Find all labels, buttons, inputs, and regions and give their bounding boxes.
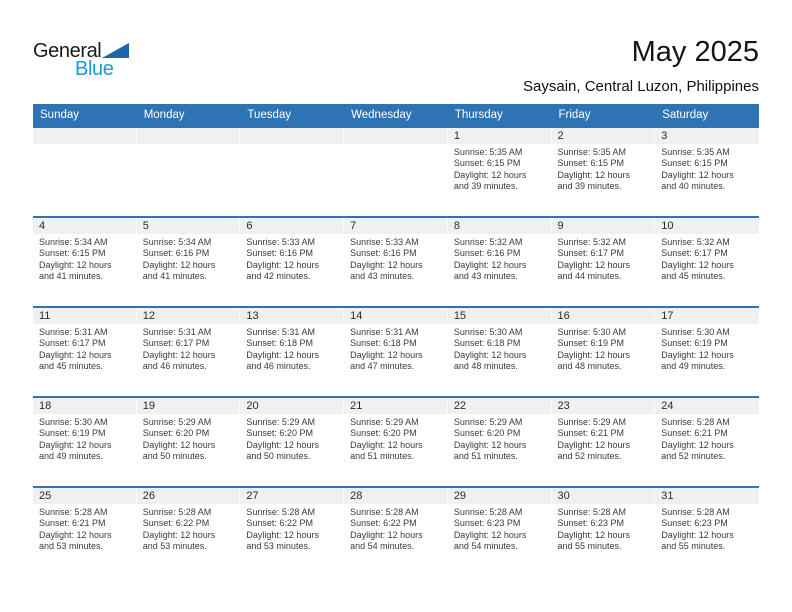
week-row — [33, 306, 759, 396]
day-cell-empty — [33, 128, 137, 216]
day-number — [240, 128, 344, 144]
day-number: 13 — [240, 308, 344, 324]
day-details — [344, 324, 448, 373]
detail-line: Sunrise: 5:30 AM — [39, 417, 108, 427]
detail-line: Daylight: 12 hours and 52 minutes. — [661, 439, 734, 462]
detail-line: Sunset: 6:18 PM — [350, 338, 417, 349]
detail-line: Daylight: 12 hours and 55 minutes. — [557, 529, 631, 552]
day-cell-28 — [344, 488, 448, 576]
day-cell-31 — [655, 488, 759, 576]
day-number: 10 — [655, 218, 759, 234]
day-cell-23 — [552, 398, 656, 486]
day-details — [137, 504, 241, 553]
detail-line: Daylight: 12 hours and 53 minutes. — [246, 529, 319, 552]
day-cell-30 — [552, 488, 656, 576]
detail-line: Daylight: 12 hours and 51 minutes. — [453, 439, 527, 462]
weekday-header-tuesday: Tuesday — [247, 109, 292, 121]
day-number: 11 — [33, 308, 137, 324]
day-number: 5 — [137, 218, 241, 234]
detail-line: Sunset: 6:22 PM — [246, 518, 313, 529]
day-number: 31 — [655, 488, 759, 504]
calendar-grid — [33, 126, 759, 576]
detail-line: Daylight: 12 hours and 54 minutes. — [453, 529, 527, 552]
detail-line: Sunset: 6:16 PM — [453, 248, 521, 259]
detail-line: Sunset: 6:15 PM — [453, 158, 521, 169]
day-cell-9 — [552, 218, 656, 306]
day-details — [33, 414, 137, 463]
detail-line: Sunset: 6:20 PM — [453, 428, 521, 439]
day-number: 25 — [33, 488, 137, 504]
detail-line: Daylight: 12 hours and 43 minutes. — [453, 259, 527, 282]
day-number: 16 — [552, 308, 656, 324]
day-details — [240, 414, 344, 463]
detail-line: Sunset: 6:16 PM — [350, 248, 417, 259]
detail-line: Daylight: 12 hours and 54 minutes. — [350, 529, 423, 552]
day-number: 2 — [552, 128, 656, 144]
day-details — [448, 144, 552, 193]
day-number: 30 — [552, 488, 656, 504]
day-number: 7 — [344, 218, 448, 234]
day-number: 24 — [655, 398, 759, 414]
weekday-header-thursday: Thursday — [454, 109, 503, 121]
day-details — [448, 324, 552, 373]
detail-line: Sunrise: 5:28 AM — [246, 507, 315, 517]
detail-line: Sunrise: 5:28 AM — [661, 507, 730, 517]
day-cell-10 — [655, 218, 759, 306]
detail-line: Sunset: 6:21 PM — [661, 428, 728, 439]
detail-line: Sunset: 6:21 PM — [39, 518, 106, 529]
day-cell-6 — [240, 218, 344, 306]
detail-line: Sunrise: 5:29 AM — [350, 417, 419, 427]
day-cell-4 — [33, 218, 137, 306]
day-number: 28 — [344, 488, 448, 504]
detail-line: Sunset: 6:17 PM — [661, 248, 728, 259]
detail-line: Daylight: 12 hours and 46 minutes. — [142, 349, 216, 372]
day-number: 20 — [240, 398, 344, 414]
day-number: 9 — [552, 218, 656, 234]
day-cell-24 — [655, 398, 759, 486]
detail-line: Sunset: 6:20 PM — [350, 428, 417, 439]
day-cell-26 — [137, 488, 241, 576]
detail-line: Sunset: 6:23 PM — [661, 518, 728, 529]
detail-line: Sunrise: 5:34 AM — [142, 237, 212, 247]
detail-line: Sunset: 6:17 PM — [557, 248, 625, 259]
day-number: 21 — [344, 398, 448, 414]
logo-text-blue: Blue — [75, 58, 114, 80]
detail-line: Sunset: 6:23 PM — [557, 518, 625, 529]
logo-triangle-icon — [102, 43, 129, 58]
detail-line: Daylight: 12 hours and 44 minutes. — [557, 259, 631, 282]
detail-line: Sunrise: 5:29 AM — [557, 417, 627, 427]
day-cell-13 — [240, 308, 344, 396]
detail-line: Sunset: 6:22 PM — [350, 518, 417, 529]
detail-line: Daylight: 12 hours and 41 minutes. — [39, 259, 112, 282]
day-cell-19 — [137, 398, 241, 486]
day-number: 19 — [137, 398, 241, 414]
day-cell-17 — [655, 308, 759, 396]
detail-line: Sunrise: 5:31 AM — [142, 327, 212, 337]
detail-line: Sunset: 6:20 PM — [142, 428, 210, 439]
day-number: 4 — [33, 218, 137, 234]
detail-line: Daylight: 12 hours and 39 minutes. — [557, 169, 631, 192]
detail-line: Daylight: 12 hours and 52 minutes. — [557, 439, 631, 462]
day-number: 23 — [552, 398, 656, 414]
detail-line: Daylight: 12 hours and 49 minutes. — [39, 439, 112, 462]
detail-line: Sunrise: 5:35 AM — [557, 147, 627, 157]
detail-line: Sunset: 6:19 PM — [557, 338, 625, 349]
detail-line: Daylight: 12 hours and 47 minutes. — [350, 349, 423, 372]
detail-line: Sunrise: 5:35 AM — [661, 147, 730, 157]
day-details — [552, 234, 656, 283]
detail-line: Daylight: 12 hours and 53 minutes. — [142, 529, 216, 552]
day-number: 27 — [240, 488, 344, 504]
location-subtitle: Saysain, Central Luzon, Philippines — [523, 78, 759, 95]
detail-line: Sunset: 6:18 PM — [453, 338, 521, 349]
detail-line: Sunrise: 5:33 AM — [246, 237, 315, 247]
detail-line: Daylight: 12 hours and 48 minutes. — [453, 349, 527, 372]
day-cell-11 — [33, 308, 137, 396]
day-details — [655, 234, 759, 283]
detail-line: Sunrise: 5:35 AM — [453, 147, 523, 157]
detail-line: Sunset: 6:19 PM — [661, 338, 728, 349]
day-details — [137, 324, 241, 373]
logo-text-general: General — [33, 40, 102, 62]
detail-line: Daylight: 12 hours and 40 minutes. — [661, 169, 734, 192]
day-cell-15 — [448, 308, 552, 396]
detail-line: Sunrise: 5:31 AM — [246, 327, 315, 337]
detail-line: Daylight: 12 hours and 46 minutes. — [246, 349, 319, 372]
day-details — [552, 504, 656, 553]
day-cell-20 — [240, 398, 344, 486]
detail-line: Sunrise: 5:28 AM — [453, 507, 523, 517]
day-number: 22 — [448, 398, 552, 414]
day-details — [655, 504, 759, 553]
day-number: 3 — [655, 128, 759, 144]
week-row — [33, 126, 759, 216]
day-details — [137, 414, 241, 463]
week-row — [33, 396, 759, 486]
detail-line: Sunrise: 5:31 AM — [350, 327, 419, 337]
day-details — [33, 234, 137, 283]
day-details — [137, 234, 241, 283]
detail-line: Sunset: 6:16 PM — [246, 248, 313, 259]
day-details — [552, 414, 656, 463]
detail-line: Daylight: 12 hours and 51 minutes. — [350, 439, 423, 462]
detail-line: Daylight: 12 hours and 39 minutes. — [453, 169, 527, 192]
detail-line: Sunrise: 5:28 AM — [557, 507, 627, 517]
day-cell-7 — [344, 218, 448, 306]
detail-line: Daylight: 12 hours and 50 minutes. — [246, 439, 319, 462]
day-number — [33, 128, 137, 144]
detail-line: Daylight: 12 hours and 43 minutes. — [350, 259, 423, 282]
day-cell-12 — [137, 308, 241, 396]
day-cell-22 — [448, 398, 552, 486]
detail-line: Daylight: 12 hours and 55 minutes. — [661, 529, 734, 552]
day-details — [344, 234, 448, 283]
day-cell-21 — [344, 398, 448, 486]
detail-line: Sunrise: 5:32 AM — [661, 237, 730, 247]
day-details — [448, 414, 552, 463]
day-details — [344, 414, 448, 463]
day-details — [448, 504, 552, 553]
weekday-header-row — [33, 104, 759, 126]
detail-line: Sunset: 6:19 PM — [39, 428, 106, 439]
day-cell-8 — [448, 218, 552, 306]
detail-line: Sunrise: 5:31 AM — [39, 327, 108, 337]
day-cell-2 — [552, 128, 656, 216]
day-details — [655, 324, 759, 373]
day-cell-27 — [240, 488, 344, 576]
detail-line: Sunset: 6:18 PM — [246, 338, 313, 349]
detail-line: Daylight: 12 hours and 41 minutes. — [142, 259, 216, 282]
day-details — [655, 414, 759, 463]
calendar-table — [33, 104, 759, 576]
detail-line: Sunset: 6:20 PM — [246, 428, 313, 439]
day-details — [33, 504, 137, 553]
day-number: 14 — [344, 308, 448, 324]
detail-line: Sunrise: 5:30 AM — [557, 327, 627, 337]
general-blue-logo — [33, 40, 163, 78]
day-cell-3 — [655, 128, 759, 216]
day-details — [655, 144, 759, 193]
detail-line: Sunrise: 5:28 AM — [350, 507, 419, 517]
day-number: 29 — [448, 488, 552, 504]
day-details — [240, 234, 344, 283]
detail-line: Sunrise: 5:34 AM — [39, 237, 108, 247]
day-details — [344, 504, 448, 553]
day-number: 17 — [655, 308, 759, 324]
day-cell-empty — [137, 128, 241, 216]
day-cell-16 — [552, 308, 656, 396]
weekday-header-sunday: Sunday — [40, 109, 80, 121]
day-number: 6 — [240, 218, 344, 234]
detail-line: Sunset: 6:17 PM — [142, 338, 210, 349]
detail-line: Sunset: 6:15 PM — [557, 158, 625, 169]
weekday-header-wednesday: Wednesday — [351, 109, 412, 121]
page-title: May 2025 — [631, 36, 759, 68]
day-number — [137, 128, 241, 144]
day-details — [552, 144, 656, 193]
week-row — [33, 486, 759, 576]
detail-line: Sunset: 6:23 PM — [453, 518, 521, 529]
detail-line: Daylight: 12 hours and 45 minutes. — [661, 259, 734, 282]
detail-line: Daylight: 12 hours and 42 minutes. — [246, 259, 319, 282]
detail-line: Sunrise: 5:29 AM — [453, 417, 523, 427]
detail-line: Sunset: 6:22 PM — [142, 518, 210, 529]
detail-line: Daylight: 12 hours and 49 minutes. — [661, 349, 734, 372]
day-cell-14 — [344, 308, 448, 396]
day-cell-empty — [344, 128, 448, 216]
day-number: 15 — [448, 308, 552, 324]
day-cell-1 — [448, 128, 552, 216]
weekday-header-monday: Monday — [143, 109, 185, 121]
day-cell-18 — [33, 398, 137, 486]
day-details — [240, 324, 344, 373]
detail-line: Daylight: 12 hours and 45 minutes. — [39, 349, 112, 372]
detail-line: Sunrise: 5:30 AM — [453, 327, 523, 337]
detail-line: Sunrise: 5:30 AM — [661, 327, 730, 337]
day-number: 12 — [137, 308, 241, 324]
day-number: 18 — [33, 398, 137, 414]
detail-line: Sunset: 6:16 PM — [142, 248, 210, 259]
detail-line: Sunrise: 5:29 AM — [142, 417, 212, 427]
detail-line: Sunrise: 5:32 AM — [453, 237, 523, 247]
day-details — [240, 504, 344, 553]
detail-line: Sunrise: 5:32 AM — [557, 237, 627, 247]
detail-line: Daylight: 12 hours and 48 minutes. — [557, 349, 631, 372]
detail-line: Sunrise: 5:28 AM — [142, 507, 212, 517]
day-cell-5 — [137, 218, 241, 306]
day-number: 26 — [137, 488, 241, 504]
day-details — [33, 324, 137, 373]
weekday-header-saturday: Saturday — [662, 109, 709, 121]
detail-line: Sunrise: 5:33 AM — [350, 237, 419, 247]
detail-line: Daylight: 12 hours and 50 minutes. — [142, 439, 216, 462]
day-number: 1 — [448, 128, 552, 144]
day-details — [552, 324, 656, 373]
day-cell-empty — [240, 128, 344, 216]
detail-line: Sunset: 6:15 PM — [39, 248, 106, 259]
day-cell-25 — [33, 488, 137, 576]
detail-line: Sunset: 6:15 PM — [661, 158, 728, 169]
detail-line: Sunrise: 5:28 AM — [661, 417, 730, 427]
day-number: 8 — [448, 218, 552, 234]
week-row — [33, 216, 759, 306]
day-number — [344, 128, 448, 144]
detail-line: Sunrise: 5:28 AM — [39, 507, 108, 517]
day-details — [448, 234, 552, 283]
detail-line: Daylight: 12 hours and 53 minutes. — [39, 529, 112, 552]
weekday-header-friday: Friday — [558, 109, 591, 121]
detail-line: Sunset: 6:17 PM — [39, 338, 106, 349]
detail-line: Sunset: 6:21 PM — [557, 428, 625, 439]
day-cell-29 — [448, 488, 552, 576]
detail-line: Sunrise: 5:29 AM — [246, 417, 315, 427]
